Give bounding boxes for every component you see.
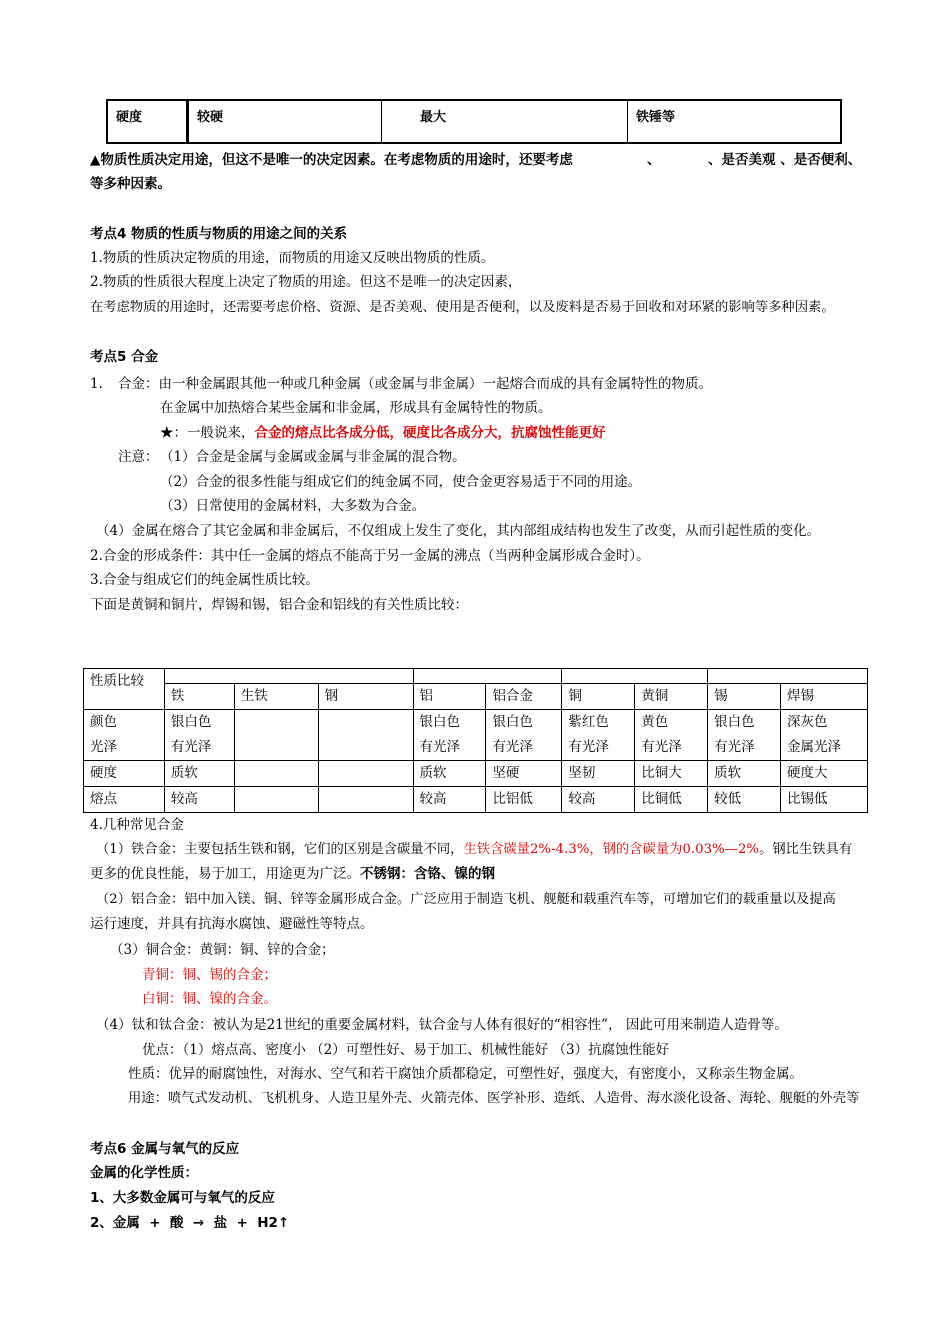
table-cell: [635, 710, 708, 761]
table-cell: 比铝低: [486, 787, 562, 813]
note-text-a: ▲物质性质决定用途，但这不是唯一的决定因素。在考虑物质的用途时，还要考虑: [90, 152, 573, 168]
note-label: 注意：: [118, 449, 159, 465]
note-item-1: （1）合金是金属与金属或金属与非金属的混合物。: [160, 449, 466, 465]
column-header: 铝: [413, 684, 486, 710]
column-header: 铝合金: [486, 684, 562, 710]
section-4-p1: 1.物质的性质决定物质的用途，而物质的用途又反映出物质的性质。: [90, 250, 495, 266]
table-cell: 比铜大: [635, 761, 708, 787]
section-6-l1: 1、大多数金属可与氧气的反应: [90, 1190, 275, 1206]
table-cell: 较高: [164, 787, 234, 813]
header-group-copper: [562, 669, 708, 684]
cell-line: 金属光泽: [787, 739, 842, 755]
pig-iron-carbon: 生铁含碳量2%-4.3%: [463, 842, 590, 857]
section-4-title: 考点4 物质的性质与物质的用途之间的关系: [90, 226, 348, 242]
table-cell: 坚硬: [486, 761, 562, 787]
aluminum-alloy-line-1: （2）铝合金：铝中加入镁、铜、锌等金属形成合金。广泛应用于制造飞机、舰艇和载重汽车等，可增加它们的载重量以及提高: [96, 892, 836, 907]
table-cell: 质软: [413, 761, 486, 787]
stainless-steel: 不锈钢：含铬、镍的钢: [360, 866, 495, 882]
column-header: 生铁: [234, 684, 318, 710]
table-cell: [234, 787, 318, 813]
table-cell: [318, 787, 413, 813]
iron-alloy-line-1: [96, 840, 852, 860]
cell-line: 银白色: [170, 714, 212, 730]
star-prefix: ★：一般说来，: [160, 425, 255, 441]
cell-line: 黄色: [641, 714, 669, 730]
table-cell: [486, 710, 562, 761]
note-item-2: （2）合金的很多性能与组成它们的纯金属不同，使合金更容易适于不同的用途。: [160, 474, 642, 490]
titanium-line-3: 性质：优异的耐腐蚀性，对海水、空气和若干腐蚀介质都稳定，可塑性好，强度大，有密度小，又称亲生物金属。: [128, 1066, 803, 1082]
titanium-line-2: 优点：（1）熔点高、密度小 （2）可塑性好、易于加工、机械性能好 （3）抗腐蚀性能好: [142, 1042, 670, 1058]
section-4-p3: 在考虑物质的用途时，还需要考虑价格、资源、是否美观、使用是否便利，以及废料是否易于回收和对环紧的影响等多种因素。: [90, 300, 835, 315]
column-header: 黄铜: [635, 684, 708, 710]
note-sep: 、: [647, 152, 661, 168]
table-header-row: [84, 669, 868, 684]
header-group-tin: [708, 669, 868, 684]
table-cell: 质软: [708, 761, 781, 787]
table-row-hardness: [84, 761, 868, 787]
table-cell-property: 硬度: [108, 101, 188, 142]
table-cell: [562, 710, 635, 761]
column-header: 铁: [164, 684, 234, 710]
header-group-aluminum: [413, 669, 562, 684]
row-label-hardness: 硬度: [84, 761, 165, 787]
cell-line: 有光泽: [641, 739, 682, 755]
metal-comparison-table: [83, 668, 868, 813]
row-label-luster: 光泽: [90, 739, 117, 755]
iron-alloy-text: （1）铁合金：主要包括生铁和钢，它们的区别是含碳量不同，: [96, 842, 464, 857]
cell-line: 银白色: [714, 714, 755, 730]
table-cell: 较低: [708, 787, 781, 813]
column-header: 铜: [562, 684, 635, 710]
note-line-2: 等多种因素。: [90, 176, 171, 192]
table-column-row: [84, 684, 868, 710]
section-5-title: 考点5 合金: [90, 349, 159, 365]
header-label: 性质比较: [84, 669, 165, 710]
cell-line: 有光泽: [568, 739, 609, 755]
white-copper-line: 白铜：铜、镍的合金。: [142, 991, 277, 1007]
note-line-1: [90, 150, 573, 170]
header-group-iron: [164, 669, 413, 684]
table-cell: [413, 710, 486, 761]
titanium-line-1: （4）钛和钛合金：被认为是21世纪的重要金属材料，钛合金与人体有很好的“相容性”， 因此可用来制造人造骨等。: [96, 1017, 788, 1033]
section-5-l4: 2.合金的形成条件：其中任一金属的熔点不能高于另一金属的沸点（当两种金属形成合金时）。: [90, 548, 650, 564]
section-6-sub: 金属的化学性质：: [90, 1165, 198, 1181]
column-header: 钢: [318, 684, 413, 710]
table-cell-usage: 铁锤等: [627, 101, 840, 142]
row-label-melting-point: 熔点: [84, 787, 165, 813]
table-cell-level: 较硬: [188, 101, 381, 142]
section-5-l3: [160, 423, 606, 443]
section-5-num-1: 1.: [90, 376, 103, 392]
section-6-l2: 2、金属 + 酸 → 盐 + H2↑: [90, 1215, 290, 1231]
note-text-c: 、是否美观 、是否便利、: [708, 152, 862, 168]
row-label: [84, 710, 165, 761]
column-header: 焊锡: [781, 684, 868, 710]
table-cell: [708, 710, 781, 761]
table-cell: 比铜低: [635, 787, 708, 813]
table-cell: [781, 710, 868, 761]
iron-sep: ，: [589, 842, 603, 857]
cell-line: 银白色: [419, 714, 461, 730]
table-cell: [318, 710, 413, 761]
iron-alloy-text-b: 。钢比生铁具有: [759, 842, 853, 857]
aluminum-alloy-line-2: 运行速度，并具有抗海水腐蚀、避磁性等特点。: [90, 916, 374, 932]
titanium-line-4: 用途：喷气式发动机、飞机机身、人造卫星外壳、火箭壳体、医学补形、造纸、人造骨、海水淡化设备、海轮、舰艇的外壳等: [128, 1091, 860, 1106]
table-cell: [164, 710, 234, 761]
iron-alloy-line-2: [90, 864, 495, 884]
table-cell: 较高: [413, 787, 486, 813]
copper-alloy-line-1: （3）铜合金：黄铜：铜、锌的合金；: [110, 942, 335, 958]
section-4-p2: 2.物质的性质很大程度上决定了物质的用途。但这不是唯一的决定因素，: [90, 274, 522, 290]
section-5-l2: 在金属中加热熔合某些金属和非金属，形成具有金属特性的物质。: [160, 400, 552, 416]
steel-carbon: 钢的含碳量为0.03%—2%: [602, 842, 760, 857]
section-5-l5: 3.合金与组成它们的纯金属性质比较。: [90, 572, 319, 588]
cell-line: 有光泽: [419, 739, 461, 755]
iron-alloy-text-c: 更多的优良性能，易于加工，用途更为广泛。: [90, 866, 360, 882]
cell-line: 有光泽: [714, 739, 755, 755]
alloys-title: 4.几种常见合金: [90, 817, 184, 833]
section-5-l1: 合金：由一种金属跟其他一种或几种金属（或金属与非金属）一起熔合而成的具有金属特性的物质。: [118, 376, 712, 392]
section-5-l6: 下面是黄铜和铜片，焊锡和锡，铝合金和铝线的有关性质比较：: [90, 597, 468, 613]
note-item-3: （3）日常使用的金属材料，大多数为合金。: [160, 498, 426, 514]
table-cell: 质软: [164, 761, 234, 787]
table-cell: 硬度大: [781, 761, 868, 787]
alloy-property-highlight: 合金的熔点比各成分低，硬度比各成分大，抗腐蚀性能更好: [254, 425, 606, 441]
note-item-4: （4）金属在熔合了其它金属和非金属后，不仅组成上发生了变化，其内部组成结构也发生了改变，从而引起性质的变化。: [96, 523, 821, 539]
cell-line: 深灰色: [787, 714, 828, 730]
section-6-title: 考点6 金属与氧气的反应: [90, 1141, 240, 1157]
cell-line: 银白色: [492, 714, 533, 730]
hardness-table: [106, 99, 842, 144]
cell-line: 有光泽: [492, 739, 533, 755]
table-cell: [318, 761, 413, 787]
table-cell-rank: 最大: [381, 101, 627, 142]
table-row-color: [84, 710, 868, 761]
cell-line: 紫红色: [568, 714, 609, 730]
table-cell: 较高: [562, 787, 635, 813]
table-row-melting-point: [84, 787, 868, 813]
table-cell: [234, 710, 318, 761]
table-cell: 坚韧: [562, 761, 635, 787]
row-label-color: 颜色: [90, 714, 117, 730]
cell-line: 有光泽: [170, 739, 212, 755]
bronze-line: 青铜：铜、锡的合金；: [142, 967, 277, 983]
table-cell: 比锡低: [781, 787, 868, 813]
table-cell: [234, 761, 318, 787]
column-header: 锡: [708, 684, 781, 710]
